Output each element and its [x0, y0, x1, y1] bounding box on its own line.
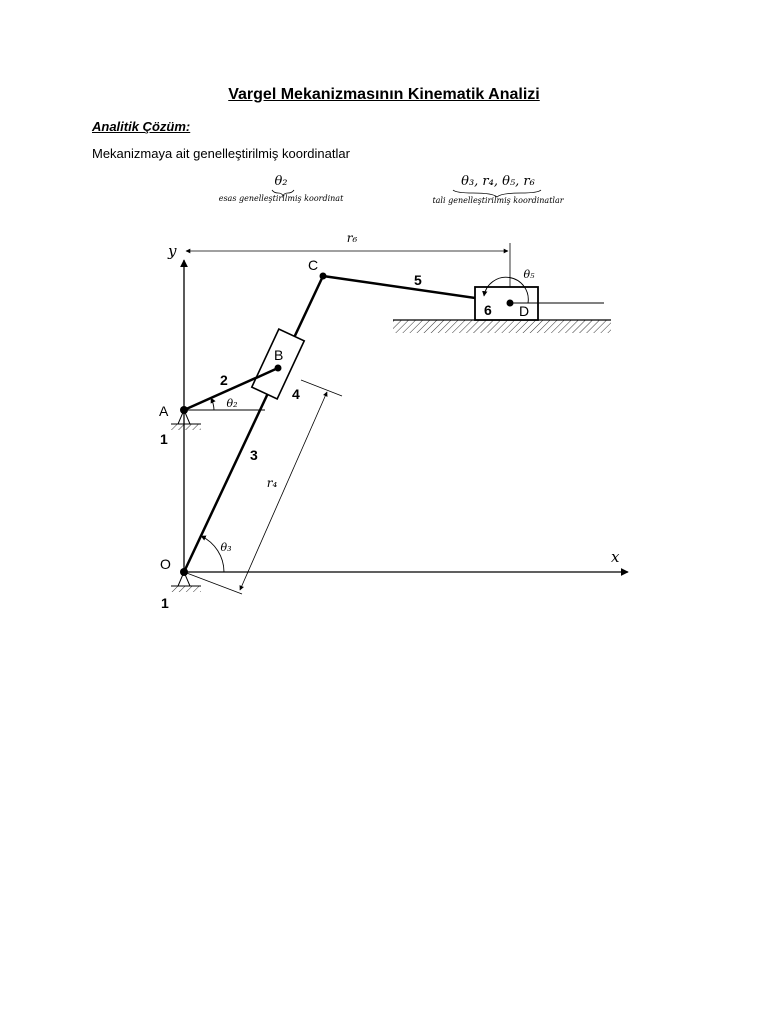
- primary-coordinate-caption: esas genelleştirilmiş koordinat: [218, 194, 344, 203]
- joint-a: [180, 406, 188, 414]
- r4-label: r₄: [266, 476, 278, 490]
- theta2-arc: [211, 398, 214, 410]
- theta5-label: θ₅: [523, 268, 535, 281]
- point-a-label: A: [159, 403, 169, 419]
- secondary-coordinate-symbols: θ₃, r₄, θ₅, r₆: [461, 174, 535, 189]
- ground-hatch-a: [171, 424, 201, 430]
- point-d-label: D: [519, 303, 530, 319]
- link-4-label: 4: [292, 386, 300, 402]
- slide-surface-hatch: [393, 320, 611, 333]
- joint-b: [275, 365, 282, 372]
- link-6-label: 6: [484, 302, 492, 318]
- x-axis-label: x: [611, 548, 620, 566]
- primary-coordinate-symbol: θ₂: [274, 174, 288, 189]
- joint-c: [320, 273, 327, 280]
- link-1-label-a: 1: [160, 431, 168, 447]
- r4-dimension-line: [240, 392, 327, 590]
- secondary-coordinate-caption: tali genelleştirilmiş koordinatlar: [432, 196, 564, 205]
- page-title: Vargel Mekanizmasının Kinematik Analizi: [228, 86, 540, 103]
- joint-o: [180, 568, 188, 576]
- link-5-label: 5: [414, 272, 422, 288]
- link-3-label: 3: [250, 447, 258, 463]
- ground-hatch-o: [171, 586, 201, 592]
- r6-label: r₆: [346, 231, 358, 245]
- theta3-label: θ₃: [220, 541, 232, 554]
- point-c-label: C: [308, 257, 319, 273]
- joint-d: [507, 300, 514, 307]
- point-b-label: B: [274, 347, 284, 363]
- link-1-label-o: 1: [161, 595, 169, 611]
- link-2-label: 2: [220, 372, 228, 388]
- theta2-label: θ₂: [226, 397, 238, 410]
- point-o-label: O: [160, 556, 171, 572]
- y-axis-label: y: [168, 242, 177, 260]
- link-3-rocker: [184, 276, 323, 572]
- section-subheading: Analitik Çözüm:: [92, 119, 191, 134]
- intro-text: Mekanizmaya ait genelleştirilmiş koordinatlar: [92, 146, 350, 161]
